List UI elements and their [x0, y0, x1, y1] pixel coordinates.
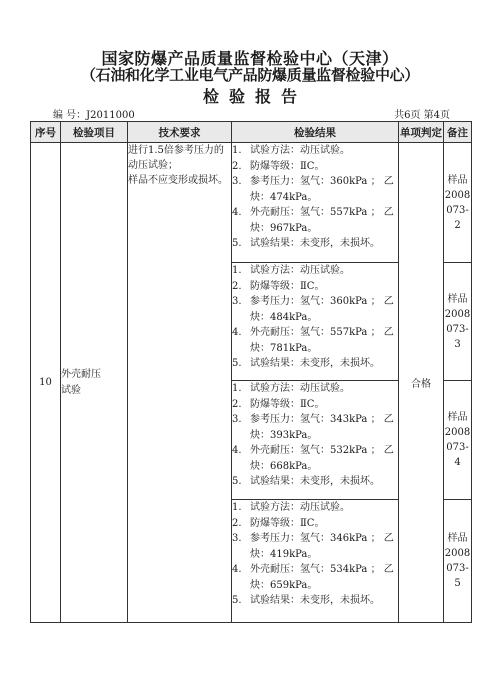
result-line-number	[232, 578, 250, 594]
note-cell	[444, 143, 472, 263]
table-header-row	[31, 122, 472, 143]
result-line	[232, 341, 398, 357]
note-line: 073-	[446, 442, 469, 453]
result-line-number	[232, 221, 250, 237]
result-cell	[232, 263, 399, 381]
result-line	[232, 221, 398, 237]
result-line	[232, 263, 398, 279]
result-line-number	[232, 547, 250, 563]
result-line-text: 防爆等级：ⅡC。	[250, 160, 325, 172]
column-header-requirement: 技术要求	[128, 122, 232, 143]
result-line-number: 1.	[232, 265, 242, 276]
result-line-number: 5.	[232, 595, 242, 606]
requirement-line: 进行1.5倍参考压力的	[128, 145, 224, 156]
result-line-text: 试验结果：未变形，未损坏。	[250, 476, 380, 487]
seq-cell: 10	[31, 143, 61, 623]
note-line: 073-	[446, 204, 469, 216]
note-line: 样品	[447, 412, 468, 423]
note-cell	[444, 381, 472, 500]
result-line-number: 2.	[232, 517, 242, 529]
result-line	[232, 381, 398, 397]
sample-note	[444, 292, 471, 352]
result-line-text: 防爆等级：ⅡC。	[250, 398, 325, 410]
result-line	[232, 397, 398, 413]
requirement-line: 动压试验；	[128, 160, 178, 171]
result-line	[232, 531, 398, 547]
sample-note	[444, 531, 471, 591]
result-line	[232, 174, 398, 190]
column-header-item: 检验项目	[61, 122, 128, 143]
result-line	[232, 516, 398, 532]
result-line-text: 外壳耐压：氢气：557kPa ； 乙	[250, 207, 394, 218]
result-line-text: 试验方法：动压试验。	[250, 383, 350, 394]
result-line-number	[232, 190, 250, 206]
note-line: 073-	[446, 323, 469, 335]
result-line-number	[232, 459, 250, 475]
note-line: 样品	[447, 533, 468, 544]
result-line-text: 试验方法：动压试验。	[250, 265, 350, 276]
result-line	[232, 412, 398, 428]
result-line-number: 4.	[232, 564, 242, 575]
result-line-text: 参考压力：氢气：360kPa ； 乙	[250, 176, 394, 187]
result-line-number: 4.	[232, 445, 242, 456]
result-cell	[232, 500, 399, 623]
item-cell	[61, 143, 128, 623]
result-line	[232, 578, 398, 594]
column-header-note: 备注	[444, 122, 472, 143]
note-line: 样品	[447, 293, 468, 305]
report-heading: 检验报告	[202, 87, 307, 106]
result-line	[232, 279, 398, 295]
result-line	[232, 190, 398, 206]
report-code: 编 号：J2011000	[53, 110, 135, 121]
report-title: 国家防爆产品质量监督检验中心（天津）	[101, 49, 399, 68]
result-line-number	[232, 310, 250, 326]
result-line-number: 1.	[232, 145, 242, 156]
result-line-number: 5.	[232, 238, 242, 249]
sample-note	[444, 173, 471, 233]
page-info: 共6页 第4页	[394, 110, 450, 121]
result-line-text: 炔：967kPa。	[250, 222, 318, 234]
result-line-text: 防爆等级：ⅡC。	[250, 280, 325, 292]
result-line	[232, 443, 398, 459]
result-line-text: 试验结果：未变形，未损坏。	[250, 358, 380, 369]
result-line-number: 5.	[232, 358, 242, 369]
note-cell	[444, 500, 472, 623]
result-cell	[232, 381, 399, 500]
note-line: 2008	[444, 189, 471, 201]
result-line-text: 防爆等级：ⅡC。	[250, 517, 325, 529]
column-header-seq: 序号	[31, 122, 61, 143]
result-line-text: 试验方法：动压试验。	[250, 145, 350, 156]
result-line-text: 炔：393kPa。	[250, 429, 318, 441]
result-line	[232, 593, 398, 609]
item-line: 试验	[61, 384, 81, 396]
result-line	[232, 294, 398, 310]
result-line-text: 炔：484kPa。	[250, 311, 318, 323]
result-line	[232, 310, 398, 326]
result-line-number: 1.	[232, 502, 242, 513]
inspection-table	[30, 121, 472, 623]
result-line	[232, 143, 398, 159]
result-line-number: 4.	[232, 327, 242, 338]
result-line-text: 试验结果：未变形，未损坏。	[250, 238, 380, 249]
item-line: 外壳耐压	[61, 368, 101, 380]
note-line: 3	[454, 338, 461, 350]
result-line	[232, 356, 398, 372]
note-line: 2008	[444, 308, 471, 320]
table-row	[31, 143, 472, 263]
result-line-number	[232, 341, 250, 357]
report-subtitle: （石油和化学工业电气产品防爆质量监督检验中心）	[80, 66, 420, 84]
result-line-number: 1.	[232, 383, 242, 394]
note-line: 2	[454, 219, 461, 231]
note-line: 2008	[444, 548, 471, 559]
note-line: 样品	[447, 174, 468, 186]
result-cell	[232, 143, 399, 263]
note-cell	[444, 263, 472, 381]
note-line: 4	[454, 457, 461, 468]
requirement-cell	[128, 143, 232, 623]
result-line-number: 3.	[232, 296, 242, 307]
note-line: 2008	[444, 427, 471, 438]
result-line-number: 3.	[232, 533, 242, 544]
result-line	[232, 428, 398, 444]
result-line-text: 炔：659kPa。	[250, 579, 318, 591]
result-line-number: 5.	[232, 476, 242, 487]
result-line-text: 参考压力：氢气：346kPa ； 乙	[250, 533, 394, 544]
result-line-number: 2.	[232, 280, 242, 292]
result-line-text: 外壳耐压：氢气：534kPa ； 乙	[250, 564, 394, 575]
result-line	[232, 459, 398, 475]
column-header-result: 检验结果	[232, 122, 399, 143]
result-line	[232, 325, 398, 341]
result-line-number: 4.	[232, 207, 242, 218]
column-header-judgement: 单项判定	[399, 122, 444, 143]
result-line	[232, 159, 398, 175]
result-line-text: 试验结果：未变形，未损坏。	[250, 595, 380, 606]
result-line-number: 2.	[232, 160, 242, 172]
result-line-text: 外壳耐压：氢气：532kPa ； 乙	[250, 445, 394, 456]
note-line: 073-	[446, 563, 469, 574]
result-line	[232, 205, 398, 221]
note-line: 5	[454, 578, 461, 589]
result-line-number: 3.	[232, 414, 242, 425]
result-line-number: 2.	[232, 398, 242, 410]
sample-note	[444, 410, 471, 470]
result-line-text: 炔：419kPa。	[250, 548, 318, 560]
result-line-text: 炔：781kPa。	[250, 342, 318, 354]
result-line-text: 参考压力：氢气：343kPa ； 乙	[250, 414, 394, 425]
result-line-text: 炔：668kPa。	[250, 460, 318, 472]
result-line	[232, 500, 398, 516]
judgement-cell: 合格	[399, 143, 444, 623]
result-line-number: 3.	[232, 176, 242, 187]
result-line	[232, 562, 398, 578]
result-line	[232, 547, 398, 563]
result-line-text: 试验方法：动压试验。	[250, 502, 350, 513]
result-line-number	[232, 428, 250, 444]
result-line	[232, 474, 398, 490]
result-line	[232, 236, 398, 252]
result-line-text: 外壳耐压：氢气：557kPa ； 乙	[250, 327, 394, 338]
result-line-text: 参考压力：氢气：360kPa ； 乙	[250, 296, 394, 307]
result-line-text: 炔：474kPa。	[250, 191, 318, 203]
requirement-line: 样品不应变形或损坏。	[128, 175, 228, 186]
